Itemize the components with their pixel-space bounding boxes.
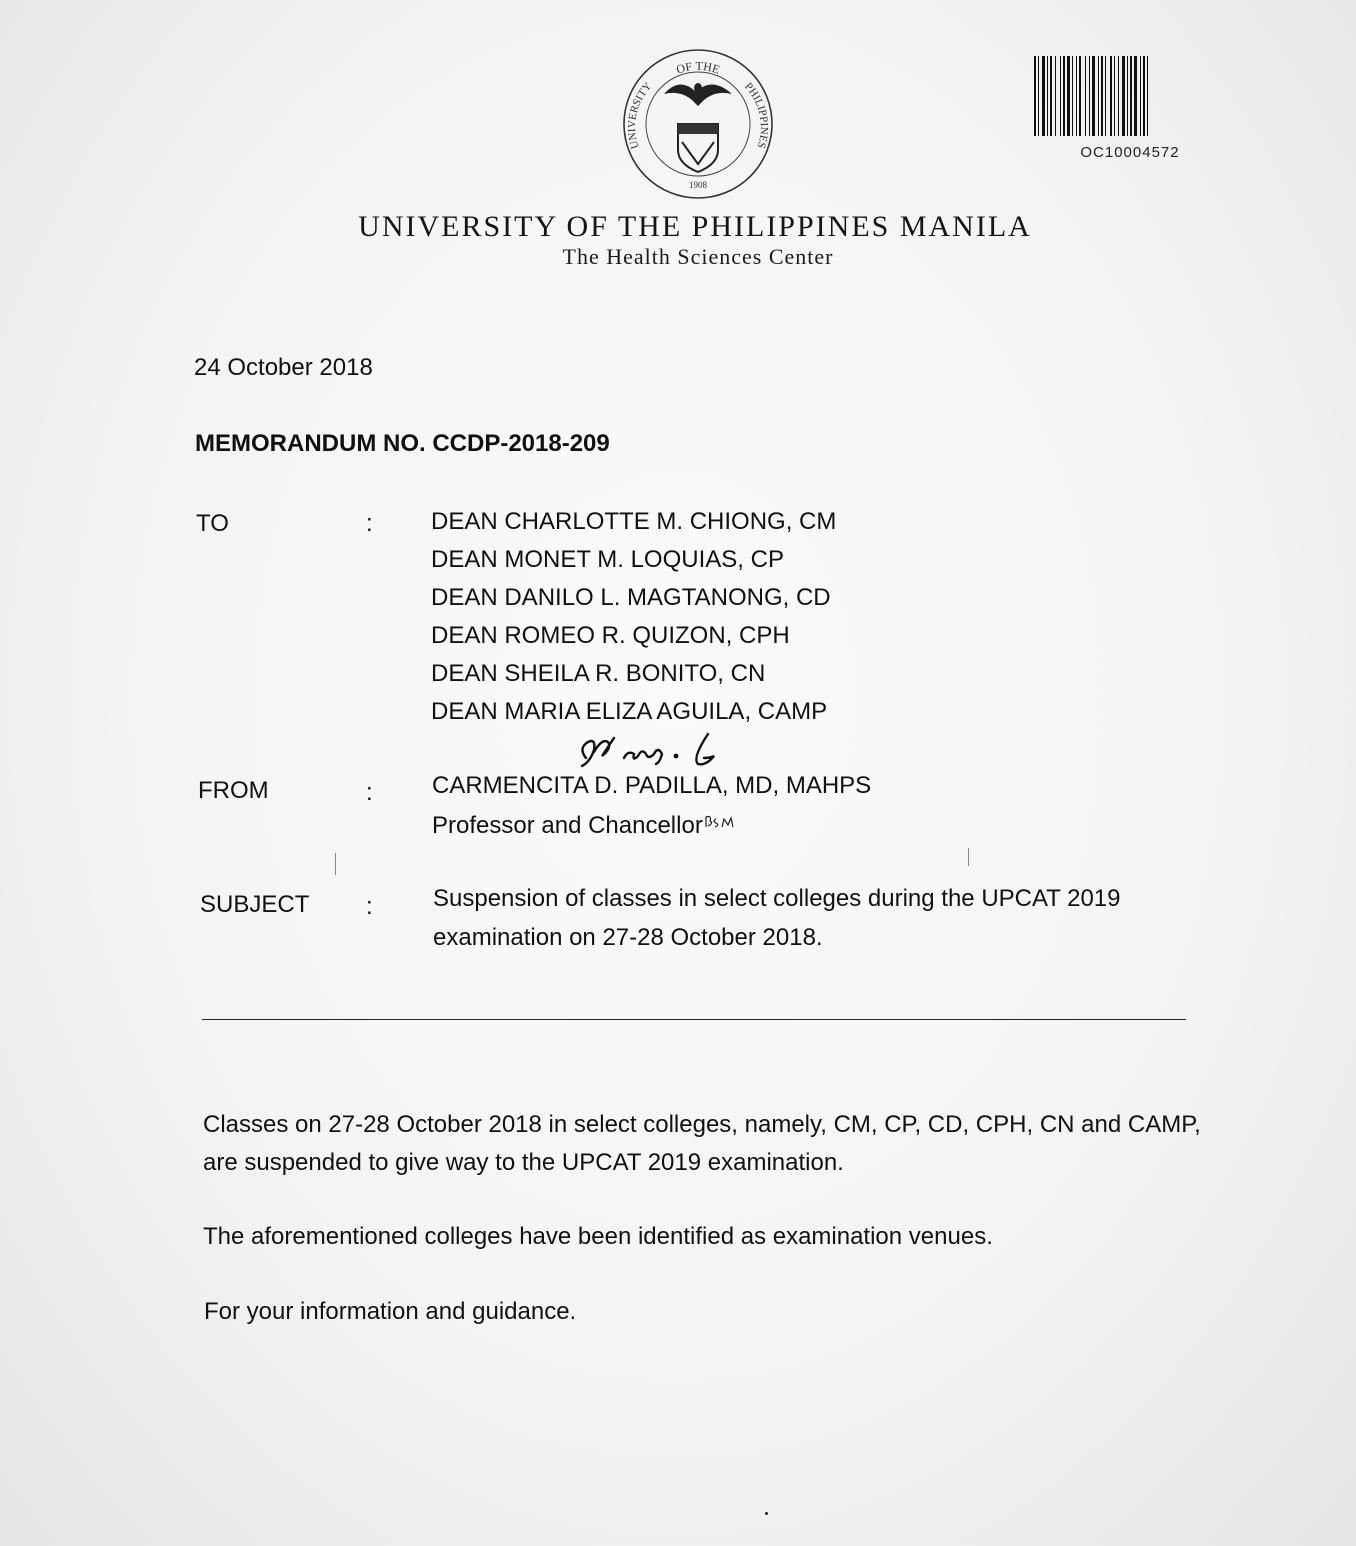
seal-ring-text-right: PHILIPPINES [742,80,771,150]
scan-mark [335,853,336,875]
recipient: DEAN MONET M. LOQUIAS, CP [431,546,784,573]
subject-line-1: Suspension of classes in select colleges during the UPCAT 2019 [433,885,1121,912]
to-label: TO [196,510,229,537]
svg-text:UNIVERSITY [626,80,654,150]
sender-name: CARMENCITA D. PADILLA, MD, MAHPS [432,772,872,799]
seal-ring-text-left: UNIVERSITY [625,80,655,151]
body-paragraph-3: For your information and guidance. [204,1298,577,1325]
sender-title: Professor and Chancellor [432,812,703,839]
from-label: FROM [198,777,269,804]
seal-year: 1908 [689,180,707,190]
subject-line-2: examination on 27-28 October 2018. [433,924,823,951]
university-seal-logo [620,46,776,202]
recipient: DEAN CHARLOTTE M. CHIONG, CM [431,508,837,535]
handwritten-initials [704,813,736,829]
scan-mark [968,848,969,866]
subject-label: SUBJECT [200,891,310,918]
barcode-icon [1034,56,1226,136]
memo-number: MEMORANDUM NO. CCDP-2018-209 [195,430,610,457]
recipient: DEAN SHEILA R. BONITO, CN [431,660,766,687]
body-paragraph-2: The aforementioned colleges have been identified as examination venues. [203,1223,993,1250]
svg-text:OF THE [674,59,721,77]
handwritten-signature [572,728,762,776]
from-colon: : [366,779,373,806]
university-subtitle: The Health Sciences Center [562,244,834,269]
seal-ring-text-top: OF THE [674,58,722,77]
subject-colon: : [366,893,373,920]
svg-text:PHILIPPINES [742,81,770,150]
eagle-icon [664,83,732,106]
scan-speck [765,1512,768,1515]
divider-line [202,1019,1186,1020]
university-name: UNIVERSITY OF THE PHILIPPINES MANILA [358,210,1032,243]
barcode-block [1034,56,1226,161]
recipient: DEAN DANILO L. MAGTANONG, CD [431,584,831,611]
shield-icon [678,124,718,172]
recipient: DEAN MARIA ELIZA AGUILA, CAMP [431,698,828,725]
body-paragraph-1-line-1: Classes on 27-28 October 2018 in select colleges, namely, CM, CP, CD, CPH, CN and CAMP, [203,1111,1201,1138]
to-colon: : [366,510,373,537]
barcode-number: OC10004572 [1080,144,1180,161]
recipient: DEAN ROMEO R. QUIZON, CPH [431,622,790,649]
recipient-list [431,508,836,736]
memo-date: 24 October 2018 [194,354,373,381]
body-paragraph-1-line-2: are suspended to give way to the UPCAT 2019 examination. [203,1149,844,1176]
